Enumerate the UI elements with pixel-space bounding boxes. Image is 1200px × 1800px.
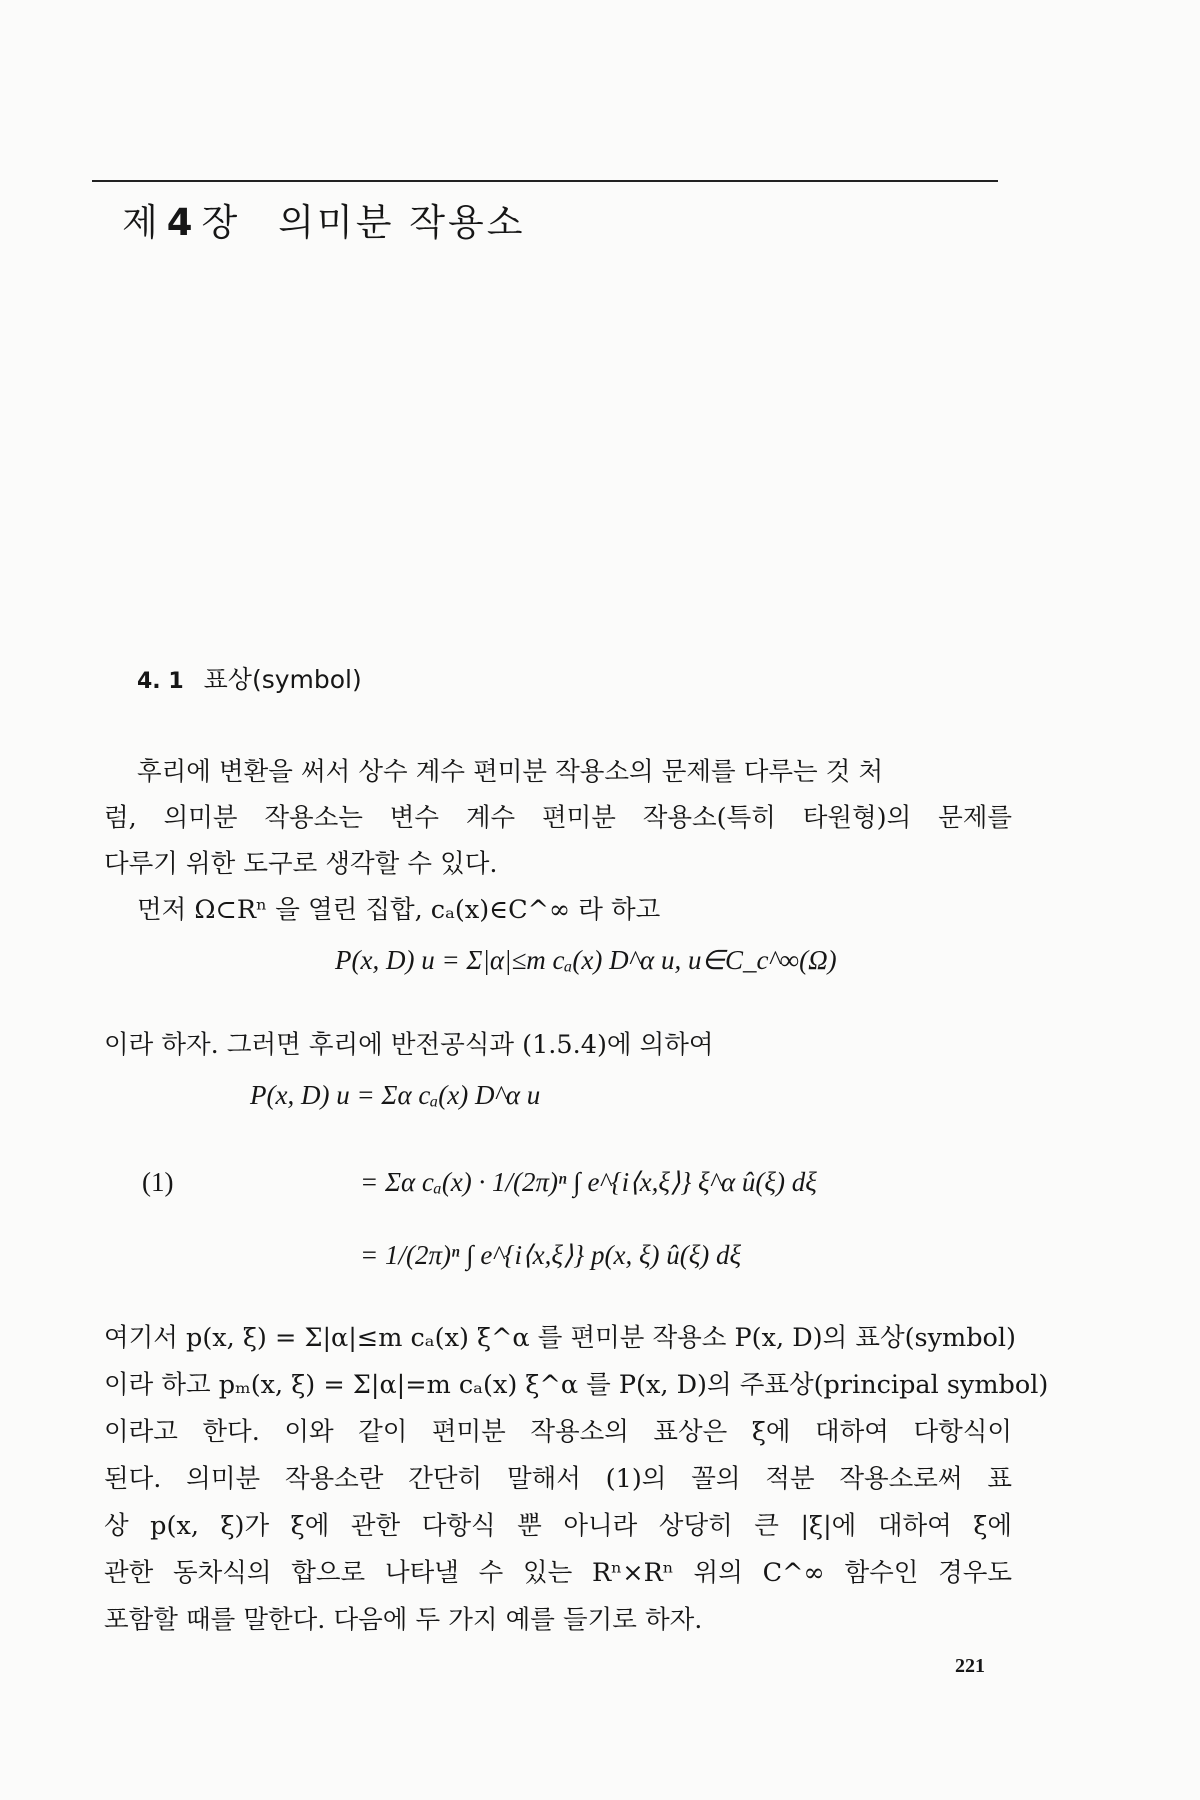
section-heading	[137, 660, 362, 696]
equation-line: = Σα cₐ(x) · 1/(2π)ⁿ ∫ e^{i⟨x,ξ⟩} ξ^α û(ξ) dξ	[360, 1167, 817, 1197]
equation-number: (1)	[142, 1167, 174, 1197]
chapter-suffix: 장	[201, 201, 241, 244]
section-title: 표상(symbol)	[203, 665, 362, 694]
paragraph-line: 여기서 p(x, ξ) = Σ|α|≤m cₐ(x) ξ^α 를 편미분 작용소 P(x, D)의 표상(symbol)	[104, 1323, 1017, 1353]
paragraph-line: 이라 하자. 그러면 후리에 반전공식과 (1.5.4)에 의하여	[104, 1030, 714, 1060]
page-number: 221	[955, 1655, 985, 1677]
equation-line: P(x, D) u = Σα cₐ(x) D^α u	[250, 1080, 541, 1110]
paragraph-line: 먼저 Ω⊂Rⁿ 을 열린 집합, cₐ(x)∈C^∞ 라 하고	[137, 895, 661, 925]
chapter-number: 4	[166, 201, 196, 244]
paragraph-line: 된다. 의미분 작용소란 간단히 말해서 (1)의 꼴의 적분 작용소로써 표	[104, 1464, 1012, 1494]
paragraph-line: 럼, 의미분 작용소는 변수 계수 편미분 작용소(특히 타원형)의 문제를	[104, 803, 1012, 833]
paragraph-line: 관한 동차식의 합으로 나타낼 수 있는 Rⁿ×Rⁿ 위의 C^∞ 함수인 경우도	[104, 1558, 1012, 1588]
paragraph-line: 이라 하고 pₘ(x, ξ) = Σ|α|=m cₐ(x) ξ^α 를 P(x, D)의 주표상(principal symbol)	[104, 1370, 1049, 1400]
chapter-prefix: 제	[122, 201, 161, 244]
section-number: 4. 1	[137, 669, 184, 694]
chapter-heading	[122, 192, 525, 246]
header-rule	[92, 180, 998, 182]
paragraph-line: 이라고 한다. 이와 같이 편미분 작용소의 표상은 ξ에 대하여 다항식이	[104, 1417, 1012, 1447]
equation-main: P(x, D) u = Σ|α|≤m cₐ(x) D^α u, u∈C_c^∞(Ω)	[335, 945, 837, 975]
equation-line: = 1/(2π)ⁿ ∫ e^{i⟨x,ξ⟩} p(x, ξ) û(ξ) dξ	[360, 1240, 742, 1270]
paragraph-line: 다루기 위한 도구로 생각할 수 있다.	[104, 849, 498, 879]
chapter-title: 의미분 작용소	[278, 201, 526, 244]
paragraph-line: 상 p(x, ξ)가 ξ에 관한 다항식 뿐 아니라 상당히 큰 |ξ|에 대하여 ξ에	[104, 1511, 1012, 1541]
paragraph-line: 포함할 때를 말한다. 다음에 두 가지 예를 들기로 하자.	[104, 1605, 703, 1635]
paragraph-line: 후리에 변환을 써서 상수 계수 편미분 작용소의 문제를 다루는 것 처	[137, 757, 884, 787]
